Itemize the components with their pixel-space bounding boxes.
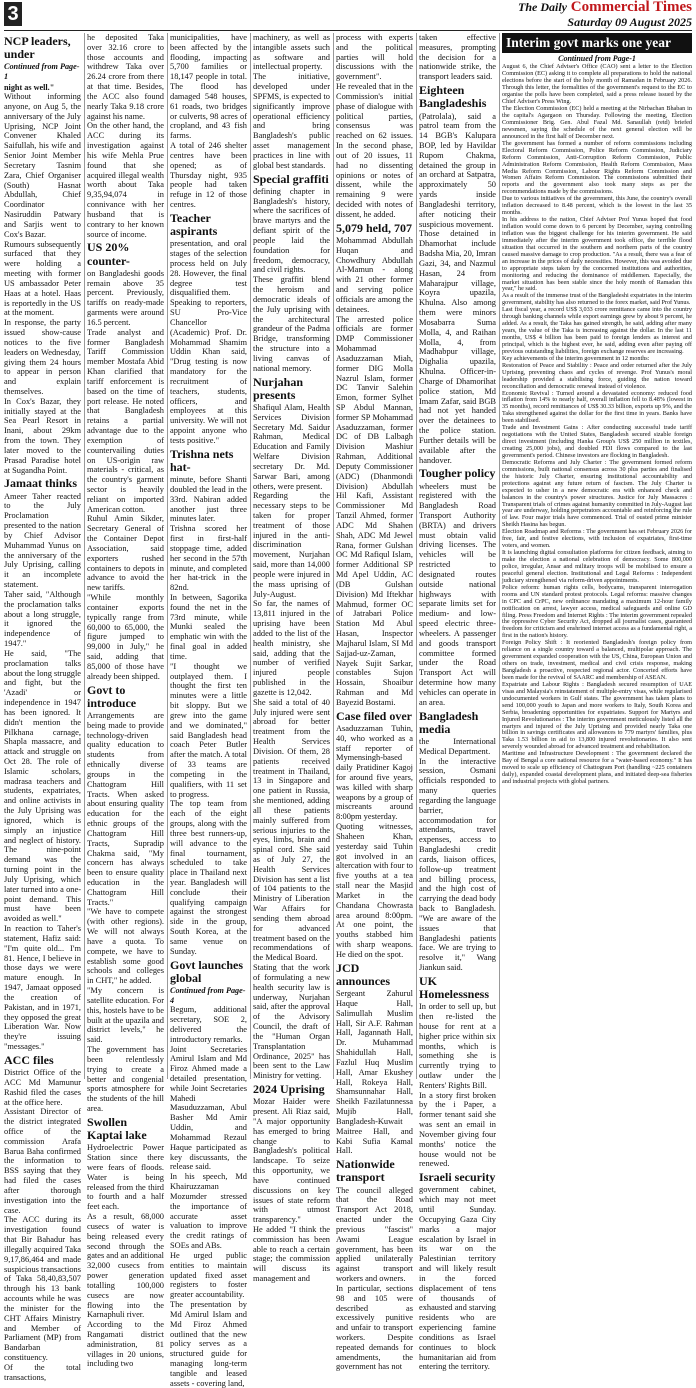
article-paragraph: The council alleged that the Road Transport Act 2018, enacted under the previous "fascist" Awami League government, has been applied unilaterally against transport workers and owners. (336, 1185, 413, 1284)
article-paragraph: presentation, and oral stages of the selection process held on July 28. However, the final degree test disqualified them. (170, 239, 247, 298)
headline-5079-held: 5,079 held, 707 (336, 220, 413, 235)
article-paragraph: He revealed that in the Commission's initial phase of dialogue with political parties, consensus was reached on 62 issues. In the second phase, out of 20 issues, 11 had no dissenting opinions or notes of dissent, while the remaining 9 were decided with notes of dissent, he added. (336, 82, 413, 219)
article-paragraph: Economic Revival : Turned around a devastated economy: reduced food inflation from 14% to nearly half, overall inflation fell to 8.48% (lowest in 35 months), record remittances of US$ 30.33 billion, exports up 9%, and the Taka strengthened against the dollar for the first time in years. Banks have been stabilised. (502, 389, 692, 425)
issue-date: Saturday 09 August 2025 (567, 15, 692, 29)
article-paragraph: Taher said, "Although the proclamation talks about a long struggle, it ignored the independence of 1947." (4, 589, 81, 649)
article-paragraph: August 6, the Chief Adviser's Office (CAO) sent a letter to the Election Commission (EC) asking it to complete all preparations to hold the national elections before the start of the holy month of Ramadan in February 2026. Through this letter, the formalities of the government's request to the EC to organise the polls have been completed, said a press release issued by the Chief Adviser's Press Wing. (502, 63, 692, 106)
article-paragraph: The top team from each of the eight groups, along with the three best runners-up, will advance to the final tournament, scheduled to take place in Thailand next year. Bangladesh will conclude their qualifying campaign against the strongest side in the group, South Korea, at the same venue on Sunday. (170, 799, 247, 956)
article-paragraph: "While monthly container exports typically range from 60,000 to 65,000, the figure jumped to 99,000 in July," he said, adding that 85,000 of those have already been shipped. (87, 593, 164, 681)
article-paragraph: Restoration of Peace and Stability : Peace and order returned after the July Uprising, preventing chaos and cycles of revenge. Prof Yunus's moral leadership provided a stabilising force, guiding the nation toward reconciliation and democratic renewal instead of violence. (502, 361, 692, 390)
headline-teacher-aspirants: Teacher aspirants (170, 210, 218, 239)
article-paragraph: The presentation by Md Amirul Islam and Md Firoz Ahmed outlined that the new policy serves as a structured guide for managing long-term tangible and leased assets - covering land, (170, 1300, 247, 1388)
column-rule (84, 33, 85, 1079)
article-paragraph: In particular, sections 98 and 105 were described as excessively punitive and unfair to transport workers. Despite repeated demands for amendments, the government has not (336, 1283, 413, 1372)
article-paragraph: She said a total of 40 July injured were sent abroad for better treatment from the Health Services Division. Of them, 28 patients received treatment in Thailand, 13 in Singapore and one patient in Russia, she mentioned, adding all these patients mainly suffered from serious injuries to the eyes, limbs, brain and spinal cord. She said as of July 27, the Health Services Division has sent a list of 104 patients to the Ministry of Liberation War Affairs for sending them abroad for advanced treatment based on the recommendations of the Medical Board. (253, 697, 330, 963)
article-paragraph: It is launching digital consultation platforms for citizen feedback, aiming to make the election a national celebration of democracy. Some 800,000 police, irregular, Ansar and military troops will be mobilised to ensure a peaceful general election. Institutional and Legal Reforms : Independent judiciary strengthened via reform-driven appointments. (502, 549, 692, 584)
article-paragraph: The government has formed a number of reform commissions including Electoral Reform Commission, Police Reform Commission, Judiciary Reform Commission, Anti-Corruption Reform Commission, Public Administration Reform Commission, Health Reform Commission, Mass Media Reform Commission, Labour Rights Reform Commission and Women Affairs Reform Commission. The commissions submitted their reports and the government also took many steps as per the recommendations made by the commissions. (502, 139, 692, 196)
article-paragraph: Sergeant Zahurul Haque Hall, Salimullah Muslim Hall, Sir A.F. Rahman Hall, Jagannath Hall, Dr. Muhammad Shahidullah Hall, Fazlul Huq Muslim Hall, Amar Ekushey Hall, Rokeya Hall, Shamsunnahar Hall, Sheikh Fazilatunnessa Mujib Hall, Bangladesh-Kuwait Maitree Hall, and Kabi Sufia Kamal Hall. (336, 989, 413, 1156)
article-paragraph: In his address to the nation, Chief Adviser Prof Yunus hoped that food inflation would come down to 6 percent by December, saying controlling inflation was the biggest challenge for his interim government. He said immediately after the interim government took office, the terrible flood situation that occurred in the southern and northern parts of the country caused massive damage to crop production. "As a result, there was a fear of an increase in the prices of daily necessities. However, this was avoided due to appropriate steps taken by the concerned institutions and authorities, monitoring and reducing the dominance of middlemen. Especially, the market situation has been stable since the holy month of Ramadan this year," he said. (502, 216, 692, 293)
headline-ncp-leaders: NCP leaders, under (4, 34, 71, 62)
article-paragraph: defining chapter in Bangladesh's history, where the sacrifices of brave martyrs and the defiant spirit of the people laid the foundation for freedom, democracy, and civil rights. (253, 186, 330, 275)
article-paragraph: Asaduzzaman Tuhin, 40, who worked as a staff reporter of Mymensingh-based daily Pratidiner Kagoj for around five years, was killed with sharp weapons by a group of miscreants around 8:00pm yesterday. (336, 723, 413, 822)
article-paragraph: As a result of the immense trust of the Bangladeshi expatriates in the interim government, stability has also returned to the forex market, said Prof Yunus. (502, 292, 692, 307)
article-paragraph: taken effective measures, prompting the decision for a nationwide strike, the transport leaders said. (419, 33, 496, 82)
article-paragraph: Maritime and Infrastructure Development : The government declared the Bay of Bengal a core national resource for a "water-based economy." It has moved to scale up efficiency of Chattogram Port (handling ~225 containers daily), expanded coastal development plans, and initiated deep-sea fisheries and industrial projects with global partners. (502, 750, 692, 786)
article-paragraph: (Patrolala), said a patrol team from the 14 BGB's Kalupara BOP, led by Havildar Rupom Chakma, detained the group in an orchard at Satpatra, approximately 50 yards inside Bangladeshi territory, after noticing their suspicious movement. (419, 111, 496, 229)
paper-name (518, 0, 692, 15)
article-paragraph: On the other hand, the ACC during its investigation against his wife Mehla Prue found that she acquired illegal wealth worth about Taka 9,35,94,074 in connivance with her husband that is contrary to her known source of income. (87, 121, 164, 239)
headline-swollen-kaptai: Swollen Kaptai lake (87, 1114, 147, 1143)
article-paragraph: The arrested police officials are former DMP Commissioner Mohammad Asaduzzaman Miah, former DIG Molla Nazrul Islam, former DC Tanvir Salehin Emon, former Sylhet SP Abdul Mannan, former SP Mohammad Asaduzzaman, former DC of DB Lalbagh Division Mashiur Rahman, Additional Deputy Commissioner (ADC) (Dhanmondi Division) Abdullah Hil Kafi, Assistant Commissioner Md Tanzil Ahmed, former ADC Md Shahen Shah, ADC Md Jewel Rana, former Gulshan OC Md Rafiqul Islam, former Additional SP Md Apel Uddin, AC (DB Gulshan Division) Md Iftekhar Mahmud, former OC of Jatrabari Police Station Md Abul Hasan, Inspector Majharul Islam, SI Md Sajjad-uz-Zaman, Nayek Sujit Sarkar, constables Sujon Hossain, Shoaibur Rahman and Md Bayezid Bostami. (336, 314, 413, 707)
article-paragraph: process with experts and the political parties will hold discussions with the government". (336, 33, 413, 82)
article-paragraph: According to the Rangamati district administration, 81 villages in 20 unions, including two (87, 1320, 164, 1369)
article-paragraph: In the interactive session, Osmani officials responded to many queries regarding the language barrier, accommodation for attendants, travel expenses, access to Bangladeshi credit cards, liaison offices, follow-up treatment and billing process, and the high cost of carrying the dead body back to Bangladesh. "We are aware of the issues that Bangladeshi patients face. We are trying to resolve it," Wang Jiankun said. (419, 756, 496, 972)
article-paragraph: Hydroelectric Power Station since there were fears of floods. Water is being released from the third to fourth and a half feet each. (87, 1143, 164, 1212)
article-paragraph: Stating that the work of formulating a new health security law is underway, Nurjahan said, after the approval of the Advisory Council, the draft of the "Human Organ Transplantation Ordinance, 2025" has been sent to the Law Ministry for vetting. (253, 963, 330, 1081)
headline-case-filed: Case filed over (336, 708, 412, 723)
article-paragraph: Those detained in Dhamorhat include Badsha Mia, 20, Imran Gazi, 34, and Nazmul Hasan, 24 from Maharajpur village, Koyra upazila, Khulna. Also among them were minors Mosabarra Suma Molla, 4, and Raihan Molla, 4, from Madhabpur village, Dighalia upazila, Khulna. Officer-in-Charge of Dhamorihat police station, Md Imam Zafar, said BGB had not yet handed over the detainees to the police station. Further details will be available after the handover. (419, 229, 496, 465)
article-paragraph: Begum, additional secretary, SOE 2, delivered the introductory remarks. (170, 1005, 247, 1044)
continued-label: Continued from Page-1 (4, 62, 80, 81)
article-paragraph: machinery, as well as intangible assets such as software and intellectual property. (253, 33, 330, 72)
article-paragraph: Democratic Reforms and July Charter : The government formed reform commissions, built national consensus across 30 plus parties and finalised the historic July Charter, ensuring institutional accountability and protections against any future return of fascism. The July Charter is expected to usher in a new democratic era with enhanced check and balances in the country's power structures. Justice for July Massacres : Transparent trials of crimes against humanity committed in July-August last year are underway, holding perpetrators accountable and reinforcing the rule of law. Four major trials have commenced. Trial of ousted prime minister Sheikh Hasina has begun. (502, 458, 692, 529)
article-paragraph: In response, the party issued show-cause notices to the five leaders on Wednesday, giving them 24 hours to appear in person and explain themselves. (4, 318, 81, 396)
continued-label: Continued from Page-4 (170, 986, 246, 1005)
article-paragraph: So far, the names of 13,811 injured in the uprising have been added to the list of the health ministry, she said, adding that the number of verified injured people published in the gazette is 12,042. (253, 599, 330, 697)
article-paragraph: In between, Sagorika found the net in the 73rd minute, while Munki sealed the emphatic win with the final goal in added time. (170, 592, 247, 661)
article-paragraph: Police reform: human rights cells, bodycams, transparent interrogation rooms and UN standard protest protocols. Legal reforms: massive changes in CPC and CrPC, new ordinance mandating a maximum 12-hour family notification on arrest, lawyer access, medical safeguards and online GD filing. Press Freedom and Internet Rights : The interim government repealed the oppressive Cyber Security Act, dropped all journalist cases, guaranteed freedom for criticism and enshrined internet access as a fundamental right, a first in the nation's history. (502, 583, 692, 640)
article-paragraph: "We have to compete (with other regions). We will not always have a quota. To compete, we have to establish some good schools and colleges in CHT," he added. (87, 907, 164, 986)
article-paragraph: Assistant Director of the district integrated office of the commission Arafa Barua Baha confirmed the information to BSS saying that they had filed the cases after thorough investigation into the case. (4, 1107, 81, 1215)
headline-uk-homelessness: UK Homelessness (419, 973, 489, 1001)
article-paragraph: In a story first broken by the i Paper, a former tenant said she was sent an email in November giving four months' notice the house would not be renewed. (419, 1090, 496, 1169)
column-7 (502, 33, 692, 1079)
article-paragraph: Shafiqul Alam, Health Services Division Secretary Md. Saidur Rahman, Medical Education and Family Welfare Division secretary Dr. Md. Sarwar Bari, among others, were present. (253, 402, 330, 491)
article-paragraph: minute, before Shanti doubled the lead in the 33rd. Nabiran added another just three minutes later. (170, 475, 247, 524)
article-paragraph: In his speech, Md Khairuzzaman Mozumder stressed the importance of accurate asset valuation to improve the credit ratings of SOEs and ABs. (170, 1172, 247, 1251)
article-paragraph: Due to various initiatives of the government, this June, the country's overall inflation decreased to 8.48 percent, which is the lowest in the last 35 months. (502, 195, 692, 217)
article-paragraph: the International Medical Department. (419, 736, 496, 756)
article-paragraph: District Office of the ACC Md Mamunur Rashid filed the cases at the office here. (4, 1068, 81, 1107)
article-paragraph: In order to sell up, but then re-listed the house for rent at a higher price within six months, which is something she is currently trying to outlaw under the Renters' Rights Bill. (419, 1002, 496, 1090)
article-paragraph: Last fiscal year, a record US$ 3,033 crore remittance came into the country through banking channels while export earnings grew by about 9 percent, he added. As a result, the Taka has gained strength, he said, adding after many years, the value of the Taka is increasing against the dollar. In the last 11 months, US$ 4 billion has been paid to foreign lenders as interest and principal, which is the highest ever, he said, adding even after paying off previous outstanding liabilities, foreign exchange reserves are increasing. (502, 306, 692, 355)
article-paragraph: Expatriate and Labour Rights : Bangladesh secured resumption of UAE visas and Malaysia's reinstatement of multiple-entry visas, while regularised undocumented workers in Gulf states. The government has taken plans to send 100,000 youth to Japan and more workers to Italy, South Korea and Serbia, broadening opportunities for expatriates. Support for Martyrs and Injured Revolutionaries : The interim government meticulously listed all the martyrs and injured of the July Uprising and provided nearly Taka one billion in savings certificates and allowances to 779 martyrs' families, plus Taka 1.53 billion in aid to 13,800 injured revolutionaries. It also sent severely wounded abroad for advanced treatment and rehabilitation. (502, 680, 692, 751)
article-paragraph: Without informing anyone, on Aug 5, the anniversary of the July Uprising, NCP Joint Convener Khaled Saifullah, his wife and Senior Joint Member Secretary Tasnim Zara, Chief Organiser (South) Hasnat Abdullah, Chief Coordinator Nasiruddin Patwary and Sarjis went to Cox's Bazar. (4, 92, 81, 239)
article-paragraph: He said, "The proclamation talks about the long struggle and fight, but the 'Azadi' or independence in 1947 has been ignored. It didn't mention the Pilkhana carnage, Shapla massacre, and attack and struggle on Oct 28. The role of Islamic scholars, madrasa teachers and students, expatriates, and online activists in the July Uprising was ignored, which is simply an injustice and neglect of history. The nine-point demand was the turning point in the July Uprising, which later turned into a one-point demand. This must have been avoided as well." (4, 648, 81, 924)
article-paragraph: Election Roadmap and Reforms : The government has set February 2026 for free, fair, and festive elections, with inclusion of expatriates, first-time voters, and women. (502, 528, 692, 550)
column-4 (253, 33, 330, 1284)
article-paragraph: The Election Commission (EC) held a meeting at the Nirbachan Bhaban in the capital's Agargaon on Thursday. Following the meeting, Election Commissioner Brig. Gen. Abul Fazal Md. Sanaullah (retd) briefed newsmen, saying the schedule of the next general election will be announced in the first half of December next. (502, 105, 692, 140)
headline-special-graffiti: Special graffiti (253, 171, 329, 186)
headline-trishna-nets: Trishna nets hat- (170, 446, 234, 474)
page-number: 3 (4, 2, 22, 26)
continued-label: Continued from Page-1 (558, 53, 636, 63)
article-paragraph: Key achievements of the interim government in 12 months: (502, 354, 650, 362)
headline-bangladesh-media: Bangladesh media (419, 708, 479, 736)
article-paragraph: Ruhul Amin Sikder, Secretary General of the Container Depot Association, said exporters rushed containers to depots in advance to avoid the new tariffs. (87, 514, 164, 593)
headline-israeli-security: Israeli security (419, 1170, 496, 1185)
headline-2024-uprising: 2024 Uprising (253, 1082, 325, 1097)
column-rule (250, 33, 251, 1079)
headline-eighteen-bangladeshis: Eighteen Bangladeshis (419, 83, 487, 111)
headline-jamaat-thinks: Jamaat thinks (4, 476, 78, 491)
headline-us-counter: US 20% counter- (87, 240, 130, 268)
column-6 (419, 33, 496, 1372)
masthead (518, 0, 692, 28)
article-paragraph: government cabinet, which may not meet until Sunday. Occupying Gaza City marks a major escalation by Israel in its war on the Palestinian territory and will likely result in the forced displacement of tens of thousands of exhausted and starving residents who are experiencing famine conditions as Israel continues to block humanitarian aid from entering the territory. (419, 1185, 496, 1372)
kicker-text: night as well." (4, 82, 55, 92)
banner-headline: Interim govt marks one year (502, 33, 692, 53)
column-1 (4, 33, 81, 1382)
column-5 (336, 33, 413, 1372)
article-paragraph: Trishna scored her first in first-half stoppage time, added her second in the 57th minute, and completed her hat-trick in the 82nd. (170, 524, 247, 593)
column-rule (416, 33, 417, 1079)
article-paragraph: "My concern is satellite education. For this, hostels have to be built at the upazila and district levels," he said. (87, 986, 164, 1045)
column-rule (333, 33, 334, 1079)
article-paragraph: In Cox's Bazar, they initially stayed at the Sea Pearl Resort in Inani, about 29km from the town. They later moved to the Prasad Paradise hotel at Sugandha Point. (4, 396, 81, 475)
headline-nationwide-transport: Nationwide transport (336, 1157, 395, 1185)
article-paragraph: As a result, 68,000 cusecs of water is being released every second through the gates and an additional 32,000 cusecs from power generation totalling 100,000 cusecs are now flowing into the Karnaphuli river. (87, 1212, 164, 1320)
page-header (4, 0, 692, 31)
article-paragraph: The government has been relentlessly trying to create a better and congenial sports atmosphere for the students of the hill area. (87, 1045, 164, 1114)
article-paragraph: municipalities, have been affected by the flooding, impacting 5,700 families or 18,147 people in total. The flood has damaged 548 houses, 61 roads, two bridges or culverts, 98 acres of cropland, and 43 fish farms. (170, 33, 247, 141)
article-paragraph: Trade and Investment Gains : After conducting successful trade tariff negotiations with the United States, Bangladesh secured sizable foreign direct investment (including Hanka Group's US$ 250 million in textiles, creating 25,000 jobs), and doubled FDI flows compared to the last government's period. Chinese investors are flocking in Bangladesh. (502, 424, 692, 459)
article-paragraph: The ACC during its investigation found that Bir Bahadur has illegally acquired Taka 9,17,86,464 and made suspicious transactions of Taka 58,40,83,507 through his 13 bank accounts while he was the minister for the CHT Affairs Ministry and Member of Parliament (MP) from Bandarban constituency. (4, 1215, 81, 1363)
headline-acc-files: ACC files (4, 1052, 54, 1067)
column-3 (170, 33, 247, 1388)
article-paragraph: Mozar Haider were present. Ali Riaz said, "A major opportunity has emerged to bring change to Bangladesh's political landscape. To seize this opportunity, we have continued discussions on key issues of state reform with utmost transparency." (253, 1097, 330, 1225)
headline-nurjahan-presents: Nurjahan presents (253, 374, 304, 402)
article-paragraph: In reaction to Taher's statement, Hafiz said: "I'm quite old... I'm 81. Hence, I believe in those days we were mature enough. In 1947, Jamaat opposed the creation of Pakistan, and in 1971, they opposed the great Liberation War. Now they're issuing "messages." (4, 924, 81, 1052)
column-rule (167, 33, 168, 1079)
article-paragraph: Trade analyst and former Bangladesh Tariff Commission member Mostafa Abid Khan clarified that tariff enforcement is based on the time of port release. He noted that Bangladesh retains a partial advantage due to the exemption of countervailing duties on US-origin raw materials - critical, as the country's garment sector is heavily reliant on imported American cotton. (87, 327, 164, 514)
article-paragraph: on Bangladeshi goods remain above 35 percent. Previously, tariffs on ready-made garments were around 16.5 percent. (87, 268, 164, 327)
headline-tougher-policy: Tougher policy (419, 466, 496, 481)
article-paragraph: Joint Secretaries Amirul Islam and Md Firoz Ahmed made a detailed presentation, while Joint Secretaries Mahedi Masuduzzaman, Abul Basher Md Amir Uddin, and Mohammad Rezaul Haque participated as key discussants, the release said. (170, 1044, 247, 1172)
column-2 (87, 33, 164, 1369)
article-paragraph: Rumours subsequently surfaced that they were holding a meeting with former US ambassador Peter Haas at a hotel. Haas is reportedly in the US at the moment. (4, 239, 81, 318)
headline-jcd-announces: JCD announces (336, 960, 391, 988)
article-paragraph: The initiative, developed under SPFMS, is expected to significantly improve operational efficiency and bring Bangladesh's public asset management practices in line with global best standards. (253, 72, 330, 170)
article-paragraph: Regarding the necessary steps to be taken for proper treatment of those injured in the anti-discrimination movement, Nurjahan said, more than 14,000 people were injured in the mass uprising of July-August. (253, 491, 330, 599)
headline-govt-launches: Govt launches global (170, 957, 244, 985)
article-paragraph: Arrangements are being made to provide technology-driven quality education to students from ethnically diverse groups in the Chattogram Hill Tracts. When asked about ensuring quality education for the ethnic groups of the Chattogram Hill Tracts, Supradip Chakma said, "My concern has always been to ensure quality education in the Chattogram Hill Tracts." (87, 710, 164, 907)
paper-name-prefix: The Daily (518, 0, 568, 14)
paper-name-main: Commercial Times (570, 0, 692, 15)
article-paragraph: Speaking to reporters, SU Pro-Vice Chancellor (Academic) Prof. Dr. Mohammad Shamim Uddin Khan said, "Drug testing is now mandatory for the recruitment of teachers, students, officers, and employees at this university. We will not appoint anyone who tests positive." (170, 298, 247, 445)
article-paragraph: A total of 246 shelter centres have been opened; as of Thursday night, 935 people had taken refuge in 12 of those centres. (170, 141, 247, 210)
article-paragraph: He added "I think the commission has been able to reach a certain stage; the commission will discuss its management and (253, 1224, 330, 1284)
article-paragraph: He urged public entities to maintain updated fixed asset registers to foster greater accountability. (170, 1250, 247, 1300)
article-paragraph: wheelers must be registered with the Bangladesh Road Transport Authority (BRTA) and drivers must obtain valid driving licenses. The vehicles will be restricted to designated routes outside national highways with separate limits set for medium- and low-speed electric three-wheelers. A passenger and goods transport committee formed under the Road Transport Act will determine how many vehicles can operate in an area. (419, 481, 496, 707)
article-paragraph: Ameer Taher reacted to the July Proclamation presented to the nation by Chief Advisor Muhammad Yunus on the anniversary of the July Uprising, calling it an incomplete statement. (4, 491, 81, 590)
article-paragraph: Foreign Policy Shift : It reoriented Bangladesh's foreign policy from reliance on a single country toward a balanced, multipolar approach. The government expanded cooperation with the US, China, European Union and others on trade, investment, medical and civil crisis response, making Bangladesh a proactive, respected regional actor. Concerted efforts have been made for the revival of SAARC and membership of ASEAN. (502, 639, 692, 681)
article-paragraph: These graffiti blend the heroism and democratic ideals of the July uprising with the architectural grandeur of the Padma Bridge, transforming the structure into a living canvas of national memory. (253, 275, 330, 373)
article-paragraph: Quoting witnesses, Shaheen Khan, yesterday said Tuhin got involved in an altercation with four to five youths at a tea stall near the Masjid Market in the Chandana Chowrasta area around 8:00pm. At one point, the youths stabbed him with sharp weapons. He died on the spot. (336, 822, 413, 959)
article-paragraph: he deposited Taka over 32.16 crore to those accounts and withdrew Taka over 26.24 crore from there at that time. Besides, the ACC also found nearly Taka 9.18 crore against his name. (87, 33, 164, 121)
column-rule (499, 33, 500, 1079)
article-paragraph: Mohammad Abdullah Huqan and Chowdhury Abdullah Al-Mamun - along with 21 other former and serving police officials are among the detainees. (336, 235, 413, 314)
headline-govt-to-introduce: Govt to introduce (87, 682, 137, 710)
article-paragraph: "I thought we outplayed them. I thought the first ten minutes were a little bit sloppy. But we grew into the game and we dominated," said Bangladesh head coach Peter Butler after the match. A total of 33 teams are competing in the qualifiers, with 11 set to progress. (170, 661, 247, 799)
article-paragraph: Of the total transactions, (4, 1362, 81, 1382)
